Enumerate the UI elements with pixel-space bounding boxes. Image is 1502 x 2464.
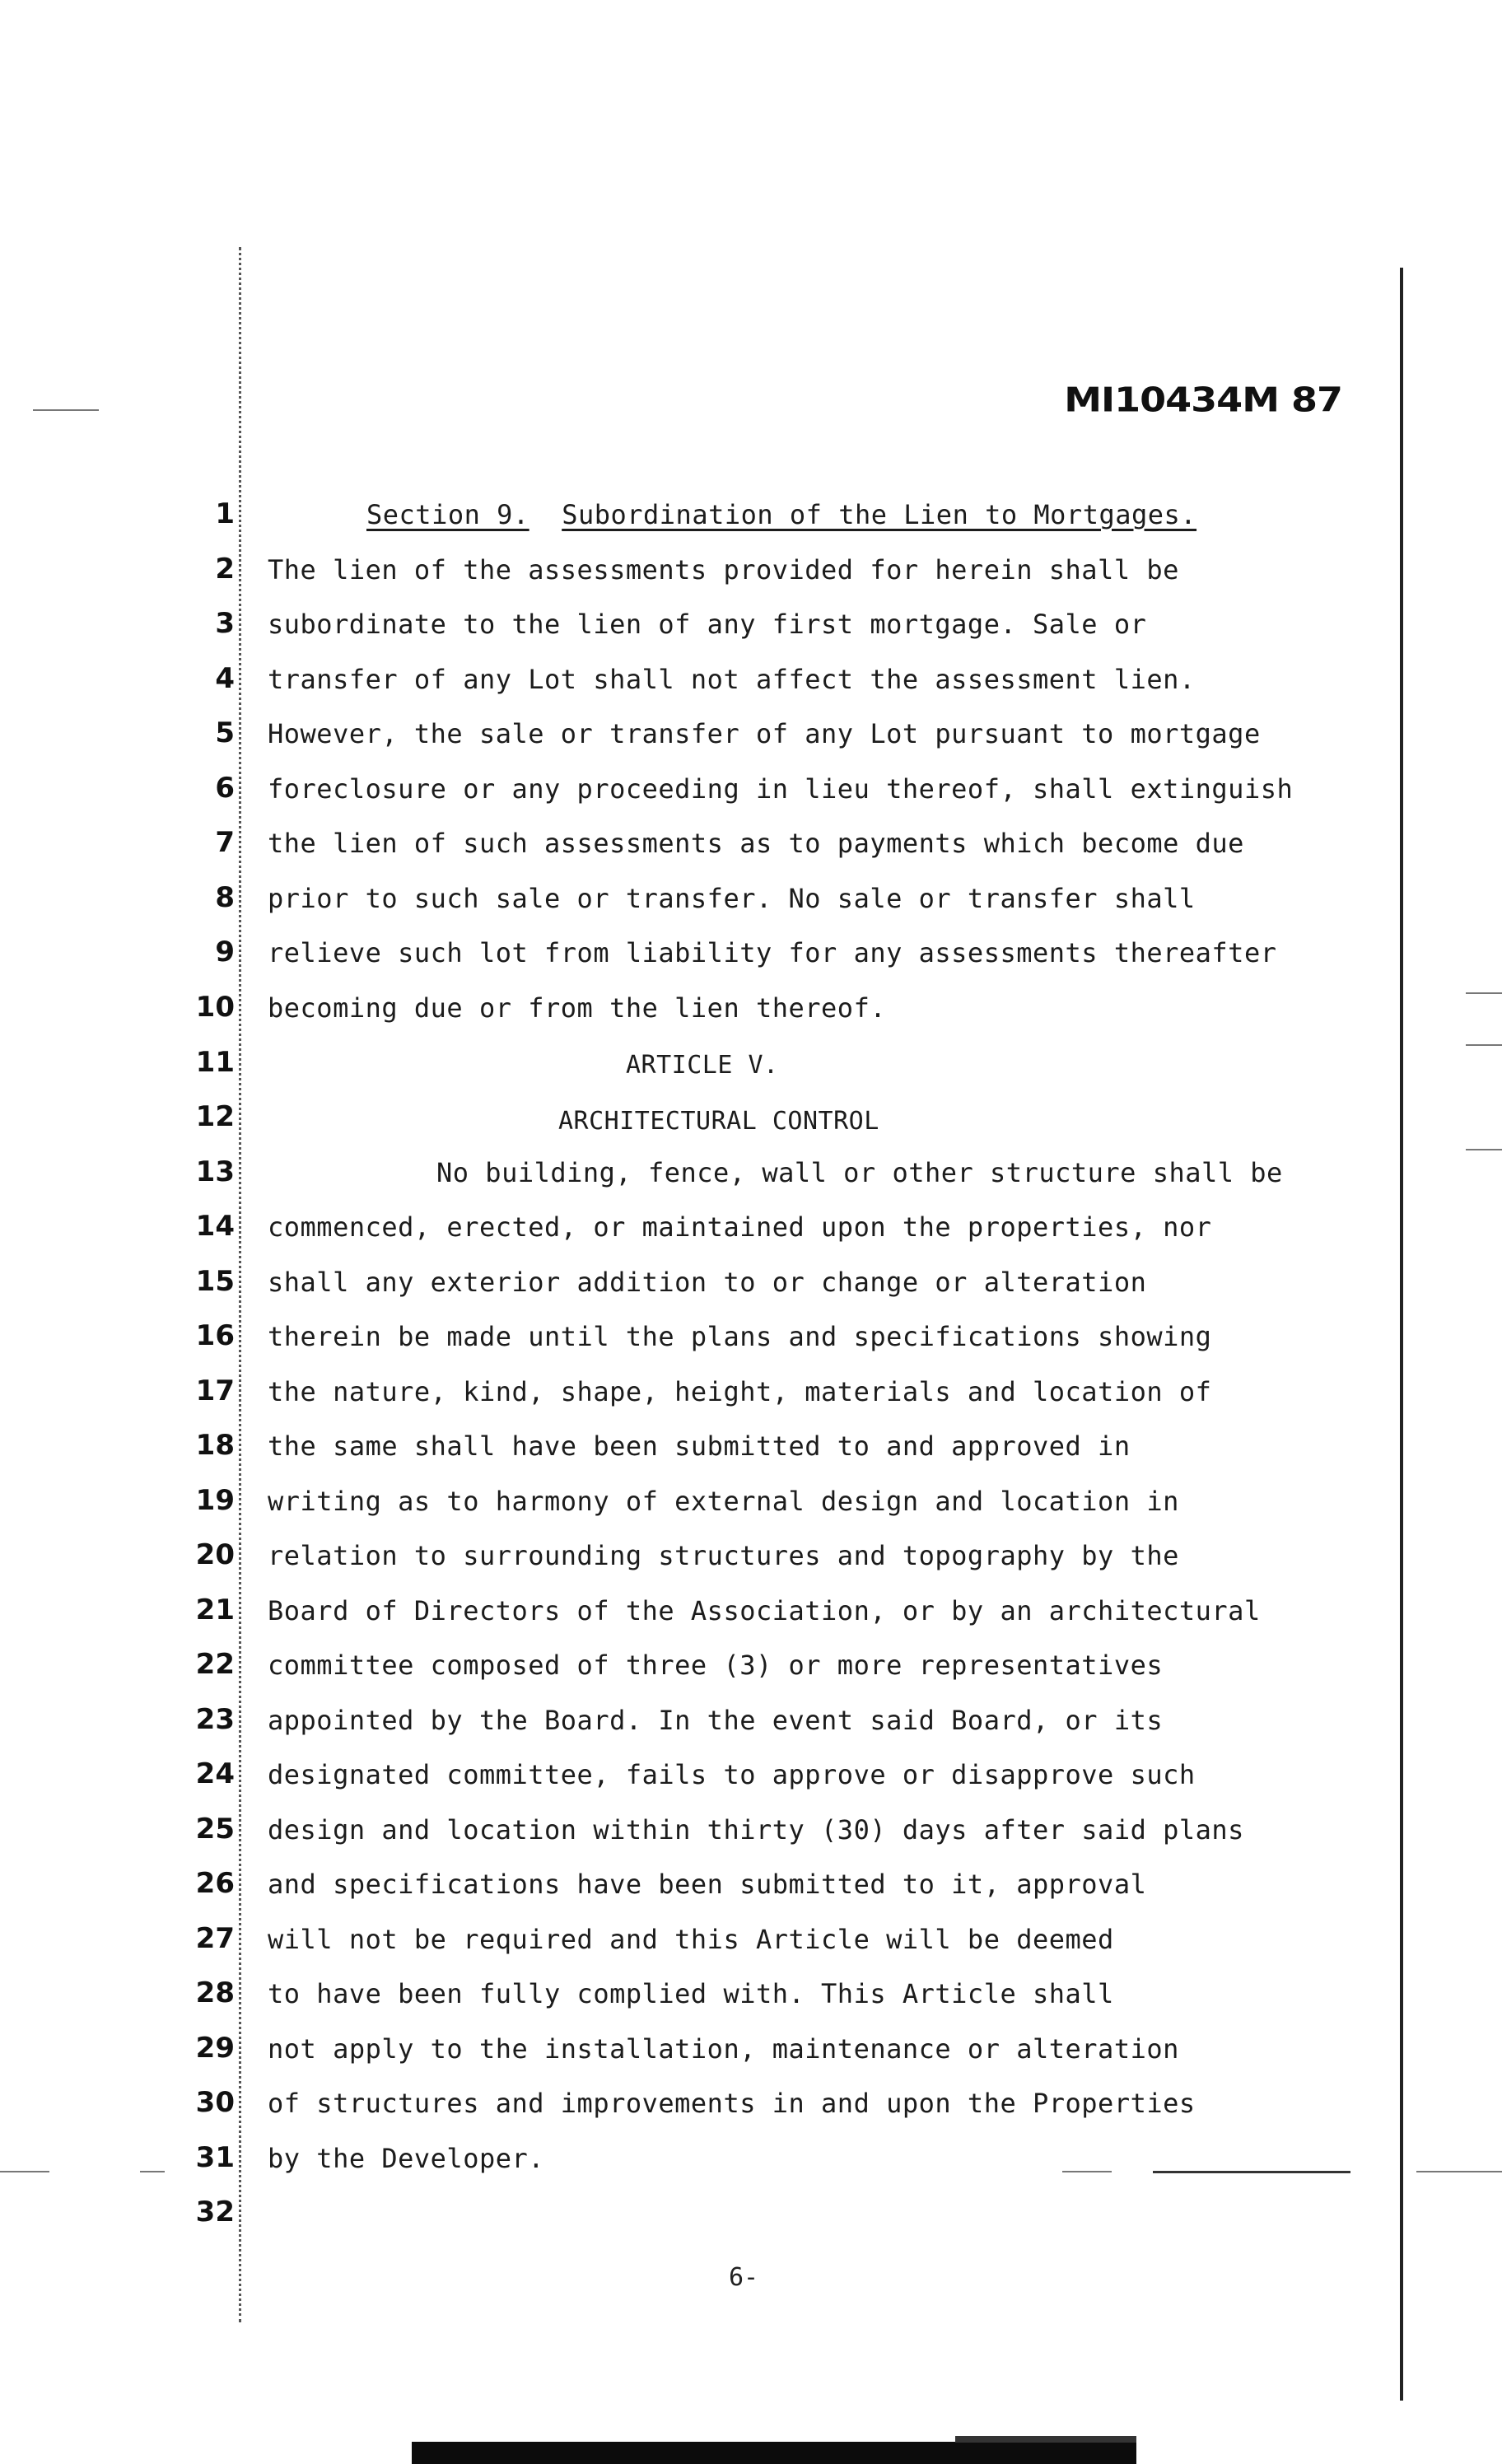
article-line: Board of Directors of the Association, or by an architectural bbox=[268, 1595, 1261, 1626]
article-line: commenced, erected, or maintained upon the properties, nor bbox=[268, 1211, 1212, 1243]
article-line: to have been fully complied with. This Article shall bbox=[268, 1978, 1114, 2009]
line-number: 8 bbox=[215, 881, 235, 914]
article-line: writing as to harmony of external design and location in bbox=[268, 1486, 1179, 1517]
document-number: MI10434M 87 bbox=[1064, 379, 1342, 420]
article-line: the nature, kind, shape, height, materials and location of bbox=[268, 1376, 1212, 1407]
line-number: 4 bbox=[215, 662, 235, 695]
body-line: transfer of any Lot shall not affect the assessment lien. bbox=[268, 664, 1196, 695]
line-number: 3 bbox=[215, 607, 235, 640]
line-number: 19 bbox=[195, 1484, 235, 1517]
body-line: The lien of the assessments provided for herein shall be bbox=[268, 554, 1179, 586]
body-line: prior to such sale or transfer. No sale or transfer shall bbox=[268, 883, 1196, 914]
line-number: 14 bbox=[195, 1210, 235, 1243]
section-title: Subordination of the Lien to Mortgages. bbox=[562, 499, 1197, 530]
scan-mark bbox=[140, 2171, 165, 2172]
line-number: 31 bbox=[195, 2141, 235, 2174]
article-number: ARTICLE V. bbox=[626, 1051, 779, 1080]
scan-edge-band bbox=[412, 2442, 1136, 2464]
line-number: 7 bbox=[215, 826, 235, 859]
body-line: relieve such lot from liability for any assessments thereafter bbox=[268, 937, 1277, 968]
line-number: 21 bbox=[195, 1594, 235, 1626]
article-title: ARCHITECTURAL CONTROL bbox=[558, 1107, 879, 1136]
line-number: 5 bbox=[215, 716, 235, 749]
line-number: 16 bbox=[195, 1319, 235, 1352]
line-number: 10 bbox=[195, 991, 235, 1024]
line-number: 32 bbox=[195, 2196, 235, 2228]
body-line: becoming due or from the lien thereof. bbox=[268, 992, 887, 1024]
line-number: 29 bbox=[195, 2032, 235, 2065]
article-line: therein be made until the plans and specifications showing bbox=[268, 1321, 1212, 1352]
scan-edge-band bbox=[955, 2436, 1136, 2443]
line-number: 1 bbox=[215, 497, 235, 530]
scan-mark bbox=[1416, 2171, 1502, 2172]
article-line: the same shall have been submitted to and approved in bbox=[268, 1430, 1131, 1462]
line-number: 30 bbox=[195, 2086, 235, 2119]
line-number: 11 bbox=[195, 1046, 235, 1079]
scan-mark bbox=[33, 409, 99, 411]
scan-mark bbox=[1466, 1149, 1502, 1150]
scan-mark bbox=[1466, 1044, 1502, 1046]
body-line: However, the sale or transfer of any Lot pursuant to mortgage bbox=[268, 718, 1261, 749]
article-line: not apply to the installation, maintenance or alteration bbox=[268, 2033, 1179, 2065]
body-line: foreclosure or any proceeding in lieu thereof, shall extinguish bbox=[268, 773, 1294, 805]
article-line: No building, fence, wall or other structure shall be bbox=[436, 1157, 1283, 1188]
article-line: designated committee, fails to approve or disapprove such bbox=[268, 1759, 1196, 1790]
line-number: 24 bbox=[195, 1757, 235, 1790]
line-number: 22 bbox=[195, 1648, 235, 1681]
article-line: committee composed of three (3) or more representatives bbox=[268, 1650, 1164, 1681]
line-number: 2 bbox=[215, 553, 235, 586]
article-line: of structures and improvements in and upon the Properties bbox=[268, 2088, 1196, 2119]
line-number: 28 bbox=[195, 1976, 235, 2009]
line-number: 26 bbox=[195, 1867, 235, 1900]
line-number: 15 bbox=[195, 1265, 235, 1298]
scan-mark bbox=[1153, 2171, 1350, 2173]
article-line: design and location within thirty (30) days after said plans bbox=[268, 1814, 1244, 1846]
scan-mark bbox=[1062, 2171, 1112, 2172]
article-line: and specifications have been submitted to it, approval bbox=[268, 1869, 1147, 1900]
line-number: 23 bbox=[195, 1703, 235, 1736]
page-number: 6- bbox=[729, 2263, 759, 2292]
article-line: shall any exterior addition to or change or alteration bbox=[268, 1267, 1147, 1298]
article-line: will not be required and this Article will be deemed bbox=[268, 1924, 1114, 1955]
body-line: subordinate to the lien of any first mortgage. Sale or bbox=[268, 609, 1147, 640]
line-number: 9 bbox=[215, 936, 235, 968]
line-number: 6 bbox=[215, 772, 235, 805]
line-number: 20 bbox=[195, 1538, 235, 1571]
body-line: the lien of such assessments as to payments which become due bbox=[268, 828, 1244, 859]
line-number: 12 bbox=[195, 1100, 235, 1133]
section-heading bbox=[366, 499, 1196, 530]
line-number: 27 bbox=[195, 1922, 235, 1955]
article-line: by the Developer. bbox=[268, 2143, 545, 2174]
right-margin-rule bbox=[1400, 268, 1403, 2401]
article-line: relation to surrounding structures and topography by the bbox=[268, 1540, 1179, 1571]
line-number: 17 bbox=[195, 1374, 235, 1407]
section-label: Section 9. bbox=[366, 499, 529, 530]
left-margin-rule bbox=[239, 247, 241, 2322]
line-number: 13 bbox=[195, 1155, 235, 1188]
article-line: appointed by the Board. In the event said Board, or its bbox=[268, 1705, 1164, 1736]
line-number: 25 bbox=[195, 1813, 235, 1846]
scan-mark bbox=[0, 2171, 49, 2172]
line-number: 18 bbox=[195, 1429, 235, 1462]
scan-mark bbox=[1466, 992, 1502, 994]
